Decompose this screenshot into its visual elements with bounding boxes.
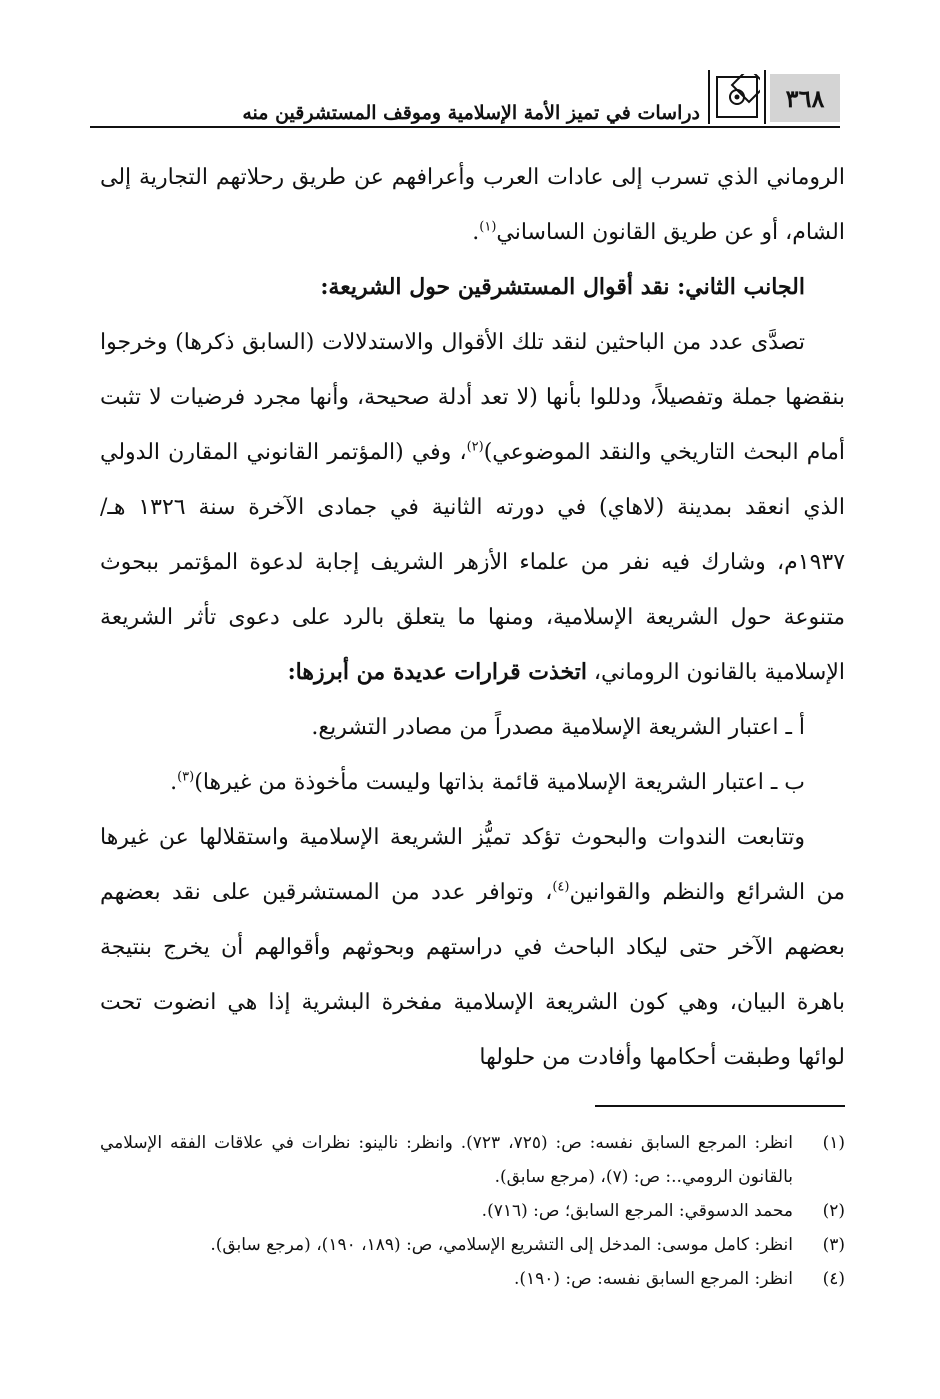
footnote bbox=[100, 1228, 845, 1262]
footnote-number: (٢) bbox=[822, 1201, 845, 1221]
footnote bbox=[100, 1126, 845, 1194]
footnote-text: انظر: المرجع السابق نفسه: ص: (٧٢٥، ٧٢٣). وانظر: نالينو: نظرات في علاقات الفقه الإسلامي بالقانون الرومي..: ص: (٧)، (مرجع سابق). bbox=[100, 1133, 793, 1187]
footnotes bbox=[100, 1126, 845, 1296]
header-rule bbox=[90, 126, 840, 128]
footnote-number: (٤) bbox=[822, 1269, 845, 1289]
footnote-ref-4[interactable]: (٤) bbox=[552, 879, 570, 895]
footnote bbox=[100, 1194, 845, 1228]
footnote-number: (٣) bbox=[822, 1235, 845, 1255]
footnote-ref-1[interactable]: (١) bbox=[479, 219, 497, 235]
main-text bbox=[100, 150, 845, 1085]
list-item-b: ب ـ اعتبار الشريعة الإسلامية قائمة بذاتها وليست مأخوذة من غيرها)$^{(٣)}$. bbox=[170, 769, 805, 795]
page-header bbox=[90, 70, 840, 128]
footnote-ref-3[interactable]: (٣) bbox=[177, 769, 195, 785]
section-heading: الجانب الثاني: نقد أقوال المستشرقين حول الشريعة: bbox=[320, 274, 805, 300]
footnote-text: انظر: كامل موسى: المدخل إلى التشريع الإسلامي، ص: (١٨٩، ١٩٠)، (مرجع سابق). bbox=[210, 1235, 793, 1255]
footnote bbox=[100, 1262, 845, 1296]
bold-phrase: اتخذت قرارات عديدة من أبرزها: bbox=[287, 659, 587, 685]
list-item-a: أ ـ اعتبار الشريعة الإسلامية مصدراً من مصادر التشريع. bbox=[311, 715, 805, 740]
footnote-number: (١) bbox=[822, 1133, 845, 1153]
footnote-text: انظر: المرجع السابق نفسه: ص: (١٩٠). bbox=[513, 1269, 793, 1289]
footnote-text: محمد الدسوقي: المرجع السابق؛ ص: (٧١٦). bbox=[481, 1201, 793, 1221]
paragraph-2: تصدَّى عدد من الباحثين لنقد تلك الأقوال والاستدلالات (السابق ذكرها) وخرجوا بنقضها جملة وتفصيلاً، ودللوا بأنها (لا تعد أدلة صحيحة، وأنها مجرد فرضيات لا تثبت أمام البحث التاريخي والنقد الموضوعي)$^{(٢)}$، وفي (المؤتمر القانوني المقارن الدولي الذي انعقد بمدينة (لاهاي) في دورته الثانية في جمادى الآخرة سنة ١٣٢٦ هـ/ ١٩٣٧م، وشارك فيه نفر من علماء الأزهر الشريف إجابة لدعوة المؤتمر ببحوث متنوعة حول الشريعة الإسلامية، ومنها ما يتعلق بالرد على دعوى تأثر الشريعة الإسلامية بالقانون الروماني، اتخذت قرارات عديدة من أبرزها: bbox=[100, 330, 846, 685]
paragraph-1: الروماني الذي تسرب إلى عادات العرب وأعرافهم عن طريق رحلاتهم التجارية إلى الشام، أو عن طريق القانون الساساني$^{(١)}$. bbox=[100, 165, 845, 245]
page-number: ٣٦٨ bbox=[770, 74, 840, 122]
footnote-rule bbox=[595, 1105, 845, 1107]
ornament-icon bbox=[708, 70, 766, 124]
footnote-ref-2[interactable]: (٢) bbox=[466, 439, 484, 455]
paragraph-3: وتتابعت الندوات والبحوث تؤكد تميُّز الشريعة الإسلامية واستقلالها عن غيرها من الشرائع والنظم والقوانين$^{(٤)}$، وتوافر عدد من المستشرقين على نقد بعضهم بعضهم الآخر حتى ليكاد الباحث في دراستهم وبحوثهم وأقوالهم أن يخرج بنتيجة باهرة البيان، وهي كون الشريعة الإسلامية مفخرة البشرية إذا هي انضوت تحت لوائها وطبقت أحكامها وأفادت من حلولها bbox=[100, 825, 845, 1070]
running-title: دراسات في تميز الأمة الإسلامية وموقف المستشرقين منه bbox=[242, 102, 700, 124]
